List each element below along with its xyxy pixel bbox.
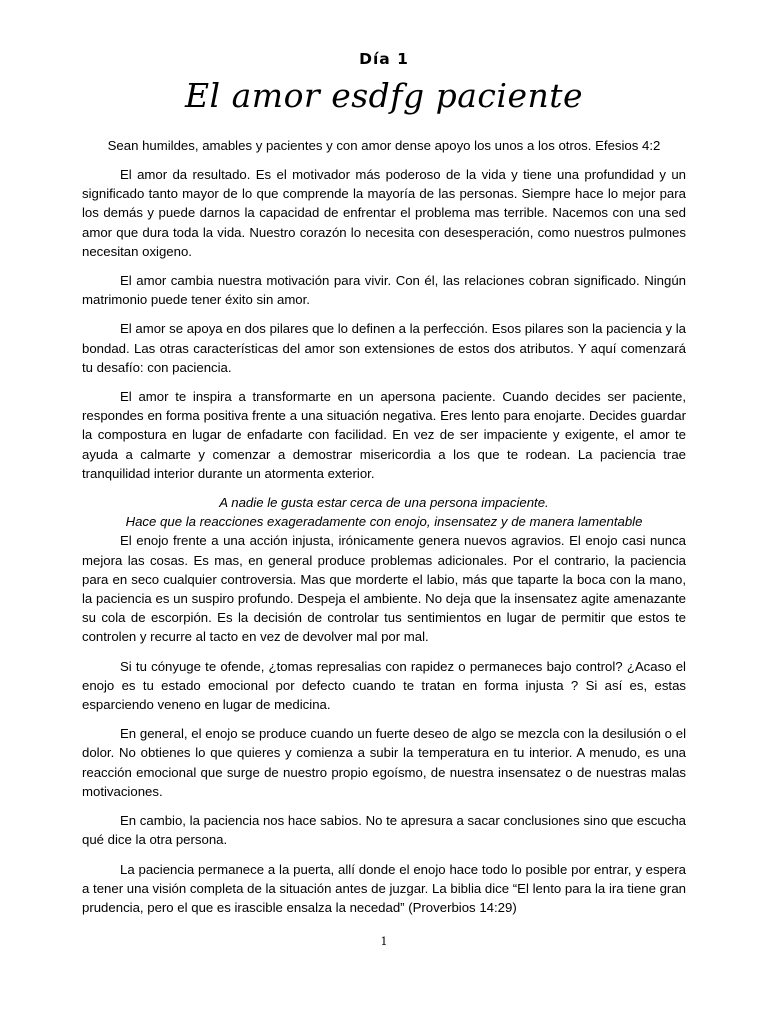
quote-line: A nadie le gusta estar cerca de una persona impaciente. (219, 495, 549, 511)
paragraph: El amor se apoya en dos pilares que lo definen a la perfección. Esos pilares son la paciencia y la bondad. Las otras características del amor son extensiones de estos dos atributos. Y aquí comenzará tu desafío: con paciencia. (82, 321, 686, 375)
paragraph: El amor cambia nuestra motivación para vivir. Con él, las relaciones cobran significado. Ningún matrimonio puede tener éxito sin amor. (82, 273, 686, 308)
paragraph: El enojo frente a una acción injusta, irónicamente genera nuevos agravios. El enojo casi nunca mejora las cosas. Es mas, en general produce problemas adicionales. Por el contrario, la paciencia para en seco cualquier controversia. Mas que morderte el labio, más que taparte la boca con la mano, la paciencia es un suspiro profundo. Despeja el ambiente. No deja que la insensatez agite amenazante su cola de escorpión. Es la decisión de controlar tus sentimientos en lugar de permitir que estos te controlen y recurre al tacto en vez de devolver mal por mal. (82, 533, 686, 645)
quote-line: Hace que la reacciones exageradamente con enojo, insensatez y de manera lamentable (125, 514, 643, 530)
paragraph: El amor te inspira a transformarte en un apersona paciente. Cuando decides ser paciente, respondes en forma positiva frente a una situación negativa. Eres lento para enojarte. Decides guardar la compostura en lugar de enfadarte con facilidad. En vez de ser impaciente y exigente, el amor te ayuda a calmarte y comenzar a demostrar misericordia a los que te rodean. La paciencia trae tranquilidad interior durante un atormenta exterior. (82, 389, 686, 481)
page-number: 1 (380, 935, 388, 948)
paragraph: En general, el enojo se produce cuando un fuerte deseo de algo se mezcla con la desilusión o el dolor. No obtienes lo que quieres y comienza a subir la temperatura en tu interior. A menudo, es una reacción emocional que surge de nuestro propio egoísmo, de nuestra insensatez o de nuestras malas motivaciones. (82, 726, 686, 799)
paragraph: En cambio, la paciencia nos hace sabios. No te apresura a sacar conclusiones sino que escucha qué dice la otra persona. (82, 813, 686, 848)
paragraph: La paciencia permanece a la puerta, allí donde el enojo hace todo lo posible por entrar, y espera a tener una visión completa de la situación antes de juzgar. La biblia dice “El lento para la ira tiene gran prudencia, pero el que es irascible ensalza la necedad” (Proverbios 14:29) (82, 861, 686, 915)
paragraph: El amor da resultado. Es el motivador más poderoso de la vida y tiene una profundidad y un significado tanto mayor de lo que comprende la mayoría de las personas. Siempre hace lo mejor para los demás y puede darnos la capacidad de enfrentar el problema mas terrible. Nacemos con una sed amor que dura toda la vida. Nuestro corazón lo necesita con desesperación, como nuestros pulmones necesitan oxigeno. (82, 167, 686, 259)
page-title: El amor esdfg paciente (184, 76, 584, 115)
paragraph: Si tu cónyuge te ofende, ¿tomas represalias con rapidez o permaneces bajo control? ¿Acaso el enojo es tu estado emocional por defecto cuando te tratan en forma injusta ? Si así es, estas esparciendo veneno en lugar de medicina. (82, 658, 686, 713)
body-text (82, 165, 686, 917)
day-heading: Día 1 (359, 50, 409, 68)
epigraph-verse: Sean humildes, amables y pacientes y con amor dense apoyo los unos a los otros. Efesios 4:2 (107, 138, 661, 153)
